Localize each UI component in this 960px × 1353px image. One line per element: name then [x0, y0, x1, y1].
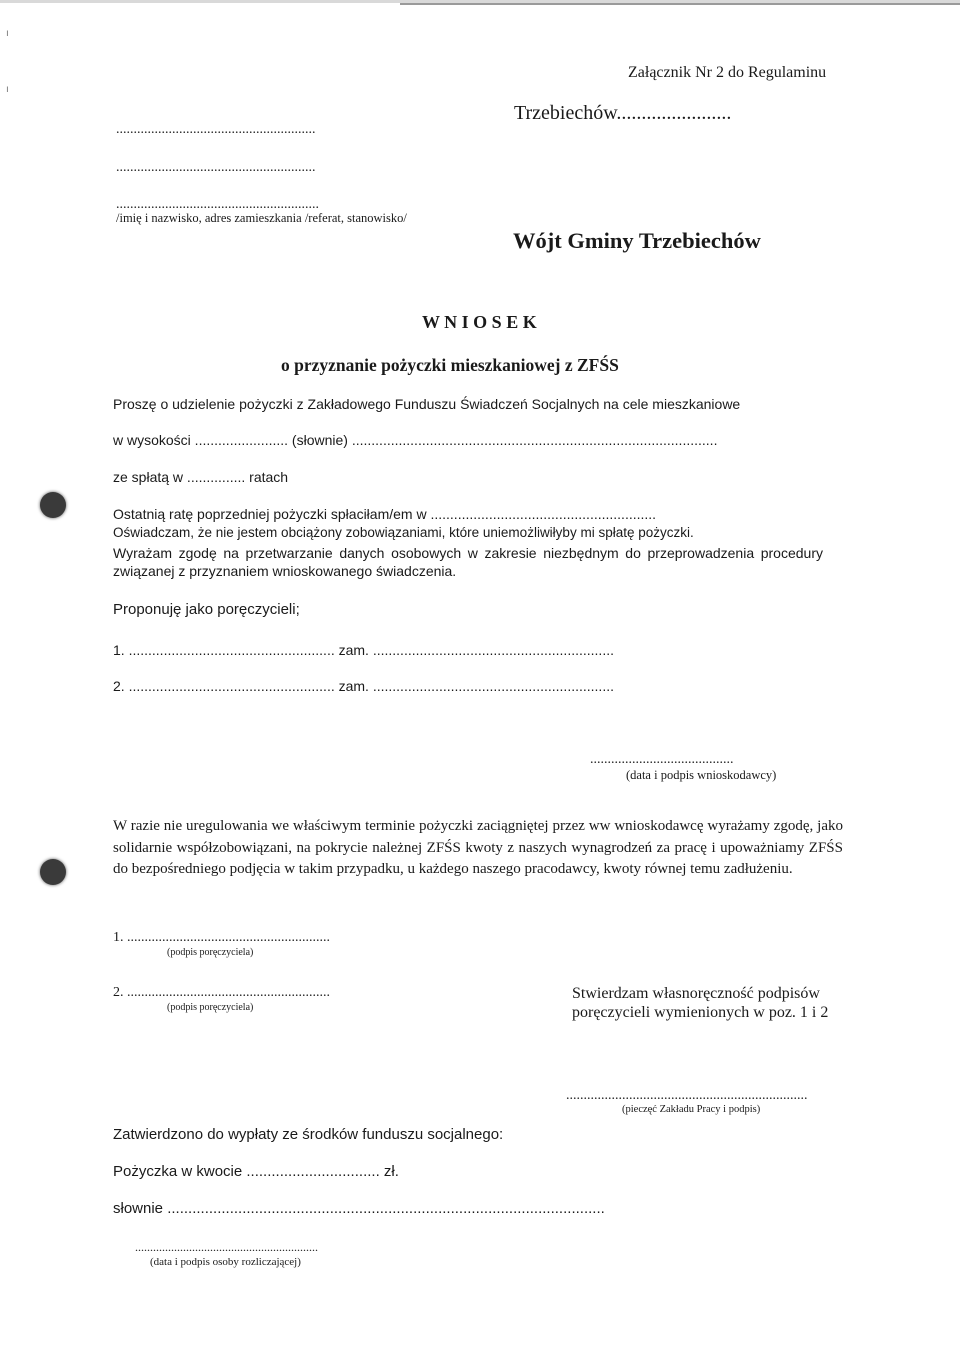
loan-request-text: Proszę o udzielenie pożyczki z Zakładowego Funduszu Świadczeń Socjalnych na cele mieszkaniowe [113, 396, 741, 412]
attachment-label: Załącznik Nr 2 do Regulaminu [628, 64, 827, 81]
guarantee-clause: W razie nie uregulowania we właściwym terminie pożyczki zaciągniętej przez ww wnioskodawcę wyrażamy zgodę, jako solidarnie współzobowiązani, na pokrycie należnej ZFŚS kwoty z naszych wynagrodzeń za pracę i upoważniamy ZFŚS do bezpośredniego podjęcia w takim przypadku, u każdego naszego pracodawcy, kwoty równej temu zadłużeniu. [113, 818, 843, 877]
punch-hole-icon [40, 859, 66, 885]
place-field: Trzebiechów....................... [514, 102, 732, 124]
accountant-signature-line: ............................................................. [135, 1240, 318, 1254]
guarantor-2-signature-caption: (podpis poręczyciela) [167, 1002, 254, 1013]
employer-stamp-caption: (pieczęć Zakładu Pracy i podpis) [622, 1104, 761, 1115]
certification-line-2: poręczycieli wymienionych w poz. 1 i 2 [572, 1004, 829, 1021]
approval-heading: Zatwierdzono do wypłaty ze środków funduszu socjalnego: [113, 1126, 504, 1143]
consent-text: Wyrażam zgodę na przetwarzanie danych osobowych w zakresie niezbędnym do przeprowadzenia procedury związanej z przyznaniem wnioskowanego świadczenia. [113, 545, 823, 579]
approved-amount-in-words: słownie ......................................................................................................... [113, 1200, 605, 1217]
punch-hole-icon [40, 492, 66, 518]
declaration-text: Oświadczam, że nie jestem obciążony zobowiązaniami, które uniemożliwiłyby mi spłatę pożyczki. [113, 525, 694, 540]
applicant-signature-caption: (data i podpis wnioskodawcy) [626, 768, 777, 782]
guarantor-1-signature-line: 1. .......................................................... [113, 930, 330, 945]
applicant-line-1: ......................................................... [116, 122, 316, 137]
certification-line-1: Stwierdzam własnoręczność podpisów [572, 985, 820, 1002]
scan-edge-top-shadow [400, 3, 960, 5]
applicant-caption: /imię i nazwisko, adres zamieszkania /referat, stanowisko/ [116, 211, 407, 225]
applicant-line-3: .......................................................... [116, 197, 319, 212]
loan-amount-field: w wysokości ........................ (słownie) .............................................................................................. [113, 432, 718, 448]
last-installment-field: Ostatnią ratę poprzedniej pożyczki spłaciłam/em w .......................................................... [113, 506, 657, 522]
document-subtitle: o przyznanie pożyczki mieszkaniowej z ZFŚS [281, 355, 619, 375]
approved-amount-field: Pożyczka w kwocie ................................ zł. [113, 1163, 399, 1180]
accountant-signature-caption: (data i podpis osoby rozliczającej) [150, 1256, 301, 1268]
applicant-line-2: ......................................................... [116, 160, 316, 175]
guarantor-2-signature-line: 2. .......................................................... [113, 985, 330, 1000]
guarantors-label: Proponuję jako poręczycieli; [113, 601, 300, 618]
guarantor-2-field: 2. ..................................................... zam. .............................................................. [113, 678, 614, 694]
scan-mark: ı [6, 84, 9, 95]
applicant-signature-line: ......................................... [590, 752, 734, 767]
installments-field: ze spłatą w ............... ratach [113, 469, 289, 485]
scan-mark: ı [6, 28, 9, 39]
guarantor-1-field: 1. ..................................................... zam. .............................................................. [113, 642, 614, 658]
recipient-heading: Wójt Gminy Trzebiechów [513, 228, 761, 253]
employer-stamp-line: ..................................................................... [566, 1088, 808, 1103]
guarantor-1-signature-caption: (podpis poręczyciela) [167, 947, 254, 958]
document-title: W N I O S E K [422, 312, 537, 332]
